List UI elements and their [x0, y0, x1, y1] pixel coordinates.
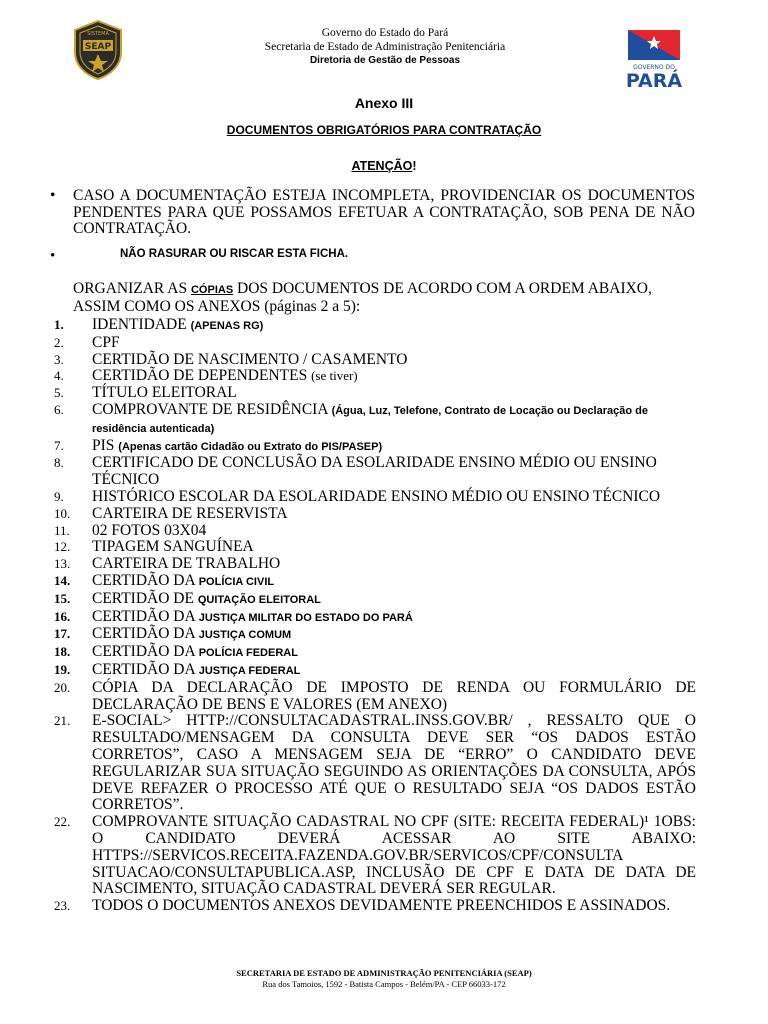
list-item	[54, 626, 696, 644]
item-number: 6.	[54, 401, 64, 417]
governo-do-para-logo	[620, 28, 688, 90]
item-note: POLÍCIA CIVIL	[198, 575, 275, 588]
bullet-icon: •	[50, 248, 56, 264]
item-number: 9.	[54, 488, 64, 504]
bullet-text: NÃO RASURAR OU RISCAR ESTA FICHA.	[120, 248, 349, 260]
item-text: CERTIDÃO DA	[92, 625, 199, 643]
item-text: 02 FOTOS 03X04	[92, 521, 207, 539]
item-note: (APENAS RG)	[190, 320, 264, 332]
item-text: CERTIDÃO DA	[92, 660, 199, 678]
item-text: E-SOCIAL> HTTP://CONSULTACADASTRAL.INSS.GOV.BR/ , RESSALTO QUE O RESULTADO/MENSAGEM DA CONSULTA DEVE SER “OS DADOS ESTÃO CORRETOS”, CASO A MENSAGEM SEJA DE “ERRO” O CANDIDATO DEVE REGULARIZAR SUA SITUAÇÃO SEGUINDO AS ORIENTAÇÕES DA CONSULTA, APÓS DEVE REFAZER O PROCESSO ATÉ QUE O RESULTADO SEJA “OS DADOS ESTÃO CORRETOS”.	[92, 712, 696, 814]
list-item	[54, 573, 696, 591]
item-text: CERTIDÃO DA	[92, 571, 199, 589]
item-text: TIPAGEM SANGUÍNEA	[92, 538, 254, 556]
item-text: CERTIDÃO DE NASCIMENTO / CASAMENTO	[92, 350, 408, 368]
instructions-paragraph	[73, 281, 656, 315]
intro-post: DOS DOCUMENTOS DE ACORDO COM A ORDEM ABAIXO, ASSIM COMO OS ANEXOS (páginas 2 a 5):	[73, 280, 652, 315]
item-text: CARTEIRA DE TRABALHO	[92, 555, 281, 573]
list-item	[54, 335, 696, 352]
item-number: 13.	[54, 556, 71, 572]
item-text: CERTIDÃO DA	[92, 607, 199, 625]
item-number: 22.	[54, 814, 71, 830]
document-title: Anexo III	[354, 95, 414, 111]
header-line-1: Governo do Estado do Pará	[321, 27, 449, 39]
item-number: 5.	[54, 385, 64, 401]
intro-copias: CÓPIAS	[190, 284, 234, 296]
item-text: TODOS O DOCUMENTOS ANEXOS DEVIDAMENTE PREENCHIDOS E ASSINADOS.	[92, 897, 671, 915]
para-logo-small-text: GOVERNO DO	[633, 64, 675, 71]
list-item	[54, 644, 696, 662]
header-line-2: Secretaria de Estado de Administração Penitenciária	[264, 41, 506, 53]
item-number: 14.	[54, 572, 71, 588]
footer-line-2: Rua dos Tamoios, 1592 - Batista Campos - Belém/PA - CEP 66033-172	[262, 979, 506, 989]
list-item	[54, 556, 696, 573]
item-number: 17.	[54, 626, 71, 642]
item-number: 12.	[54, 539, 71, 555]
list-item	[54, 352, 696, 369]
list-item	[54, 455, 696, 489]
bullet-icon: •	[50, 187, 56, 204]
header-text	[180, 26, 590, 68]
seap-logo	[72, 20, 124, 80]
item-number: 15.	[54, 590, 71, 606]
item-number: 11.	[54, 522, 70, 538]
item-text: IDENTIDADE	[92, 316, 191, 333]
list-item	[54, 591, 696, 609]
list-item	[54, 506, 696, 523]
seap-logo-text: SEAP	[84, 42, 112, 52]
bullet-text: CASO A DOCUMENTAÇÃO ESTEJA INCOMPLETA, PROVIDENCIAR OS DOCUMENTOS PENDENTES PARA QUE POSSAMOS EFETUAR A CONTRATAÇÃO, SOB PENA DE NÃO CONTRATAÇÃO.	[73, 187, 695, 237]
item-text: CARTEIRA DE RESERVISTA	[92, 504, 288, 522]
list-item	[54, 523, 696, 540]
item-number: 20.	[54, 679, 71, 695]
page-header	[0, 0, 768, 90]
item-text: PIS	[92, 436, 119, 454]
item-text: CERTIDÃO DA	[92, 643, 199, 661]
footer-line-1: SECRETARIA DE ESTADO DE ADMINISTRAÇÃO PENITENCIÁRIA (SEAP)	[236, 968, 532, 978]
item-text: CPF	[92, 333, 120, 351]
list-item	[54, 662, 696, 680]
item-text: HISTÓRICO ESCOLAR DA ESOLARIDADE ENSINO MÉDIO OU ENSINO TÉCNICO	[92, 487, 661, 505]
attention-mark: !	[412, 159, 417, 173]
item-note: JUSTIÇA MILITAR DO ESTADO DO PARÁ	[198, 611, 413, 624]
item-number: 21.	[54, 713, 71, 729]
list-item	[54, 385, 696, 402]
item-note: (Apenas cartão Cidadão ou Extrato do PIS/PASEP)	[118, 440, 383, 453]
intro-pre: ORGANIZAR AS	[73, 280, 191, 297]
item-text: TÍTULO ELEITORAL	[92, 384, 237, 402]
item-number: 18.	[54, 644, 71, 660]
list-item	[54, 713, 696, 814]
list-item	[54, 368, 696, 385]
item-number: 2.	[54, 334, 64, 350]
item-number: 3.	[54, 351, 64, 367]
item-text: CÓPIA DA DECLARAÇÃO DE IMPOSTO DE RENDA OU FORMULÁRIO DE DECLARAÇÃO DE BENS E VALORES (EM ANEXO)	[92, 678, 696, 713]
item-note: POLÍCIA FEDERAL	[198, 647, 298, 660]
list-item	[54, 898, 696, 915]
list-item	[54, 438, 696, 456]
item-text: CERTIDÃO DE DEPENDENTES	[92, 367, 312, 385]
item-note: QUITAÇÃO ELEITORAL	[197, 593, 321, 606]
item-number: 8.	[54, 455, 64, 471]
documents-list	[54, 317, 696, 915]
page-footer	[0, 968, 768, 990]
item-note: JUSTIÇA COMUM	[198, 629, 292, 642]
item-text: COMPROVANTE DE RESIDÊNCIA	[92, 400, 332, 418]
list-item	[54, 317, 696, 335]
item-number: 7.	[54, 437, 64, 453]
item-note: JUSTIÇA FEDERAL	[198, 664, 301, 677]
list-item	[54, 402, 696, 438]
list-item	[54, 489, 696, 506]
item-note: (se tiver)	[311, 368, 358, 384]
document-subtitle: DOCUMENTOS OBRIGATÓRIOS PARA CONTRATAÇÃO	[226, 123, 542, 137]
item-text: COMPROVANTE SITUAÇÃO CADASTRAL NO CPF (SITE: RECEITA FEDERAL)¹ 1OBS: O CANDIDATO DEVERÁ ACESSAR AO SITE ABAIXO: HTTPS://SERVICOS.RECEITA.FAZENDA.GOV.BR/SERVICOS/CPF/CONSULTA SITUACAO/CONSULTAPUBLICA.ASP, INCLUSÃO DE CPF E DATA DE DATA DE NASCIMENTO, SITUAÇÃO CADASTRAL DEVERÁ SER REGULAR.	[92, 813, 696, 898]
list-item	[54, 609, 696, 627]
item-number: 16.	[54, 608, 71, 624]
item-number: 19.	[54, 661, 71, 677]
item-note: (Água, Luz, Telefone, Contrato de Locação ou Declaração de residência autenticada)	[92, 404, 648, 435]
item-text: CERTIFICADO DE CONCLUSÃO DA ESOLARIDADE ENSINO MÉDIO OU ENSINO TÉCNICO	[92, 454, 657, 489]
attention-heading	[0, 159, 768, 173]
item-number: 10.	[54, 505, 71, 521]
list-item	[54, 814, 696, 898]
list-item	[54, 539, 696, 556]
item-text: CERTIDÃO DE	[92, 589, 198, 607]
bullet-incomplete-docs	[50, 188, 695, 238]
item-number: 23.	[54, 898, 71, 914]
item-number: 4.	[54, 368, 64, 384]
para-logo-big-text: PARÁ	[625, 70, 683, 90]
list-item	[54, 680, 696, 714]
header-line-3: Diretoria de Gestão de Pessoas	[309, 55, 461, 66]
attention-text: ATENÇÃO	[351, 159, 413, 173]
seap-logo-top-text: SISTEMA	[87, 31, 109, 37]
item-number: 1.	[54, 317, 64, 332]
